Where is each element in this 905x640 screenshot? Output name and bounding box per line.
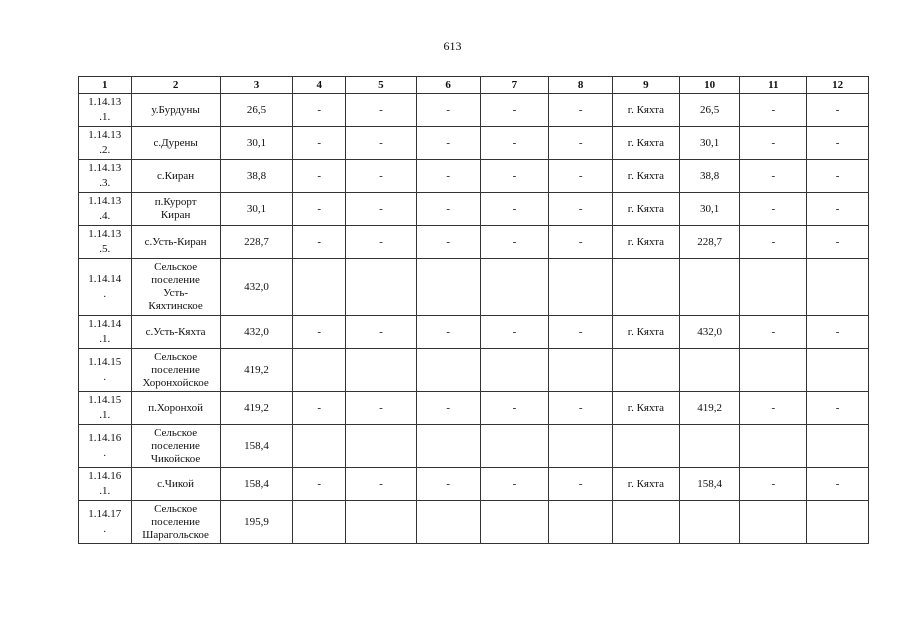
page-number: 613 [443,39,462,53]
table-cell: - [293,226,346,259]
table-cell: - [549,316,613,349]
table-cell: - [293,127,346,160]
table-cell: 1.14.13 .3. [79,160,132,193]
column-header: 9 [613,77,680,94]
table-cell: - [480,468,549,501]
table-cell: 30,1 [679,127,740,160]
table-row [79,316,869,349]
table-row [79,160,869,193]
table-row [79,501,869,544]
table-cell: - [416,392,480,425]
table-cell: Сельское поселение Хоронхойское [131,349,220,392]
column-header: 11 [740,77,807,94]
table-cell: г. Кяхта [613,226,680,259]
table-cell: 158,4 [220,468,293,501]
table-row [79,127,869,160]
table-cell [679,501,740,544]
table-cell [480,259,549,316]
table-cell [807,259,869,316]
table-cell [480,349,549,392]
table-cell [807,349,869,392]
table-cell: - [807,468,869,501]
header-row [79,77,869,94]
table-cell: 432,0 [220,316,293,349]
table-cell [416,259,480,316]
table-cell: - [740,127,807,160]
table-cell: - [346,468,417,501]
table-cell: - [549,127,613,160]
table-cell: у.Бурдуны [131,94,220,127]
table-cell: 432,0 [220,259,293,316]
table-cell: Сельское поселение Шарагольское [131,501,220,544]
table-cell: - [416,160,480,193]
table-cell: - [807,94,869,127]
table-cell: с.Киран [131,160,220,193]
table-cell: - [807,160,869,193]
table-cell: 30,1 [679,193,740,226]
table-cell: - [480,193,549,226]
table-cell: 1.14.16 .1. [79,468,132,501]
table-cell: п.Курорт Киран [131,193,220,226]
table-cell: г. Кяхта [613,127,680,160]
column-header: 6 [416,77,480,94]
table-cell [740,349,807,392]
table-cell: с.Чикой [131,468,220,501]
column-header: 5 [346,77,417,94]
table-cell: - [807,193,869,226]
table-cell: 195,9 [220,501,293,544]
table-cell [549,349,613,392]
table-cell: 30,1 [220,127,293,160]
table-cell: - [346,392,417,425]
table-cell: 1.14.13 .1. [79,94,132,127]
table-cell: - [346,193,417,226]
table-cell: - [740,94,807,127]
table-cell: 1.14.15 . [79,349,132,392]
table-cell: - [480,316,549,349]
table-cell: 1.14.13 .5. [79,226,132,259]
table-row [79,259,869,316]
table-cell: - [807,127,869,160]
table-cell: - [549,193,613,226]
table-cell [346,259,417,316]
table-cell [613,425,680,468]
table-cell: с.Усть-Киран [131,226,220,259]
column-header: 7 [480,77,549,94]
table-cell: 30,1 [220,193,293,226]
column-header: 4 [293,77,346,94]
table-cell: - [346,226,417,259]
table-cell: 419,2 [679,392,740,425]
column-header: 1 [79,77,132,94]
table-cell: - [480,160,549,193]
table-cell: - [740,392,807,425]
table-cell: 38,8 [220,160,293,193]
table-cell: - [346,316,417,349]
table-cell: Сельское поселение Чикойское [131,425,220,468]
table-cell [740,259,807,316]
table-cell: 1.14.13 .2. [79,127,132,160]
table-row [79,226,869,259]
table-cell: - [549,226,613,259]
table-cell: 26,5 [220,94,293,127]
table-cell: г. Кяхта [613,193,680,226]
table-cell: 1.14.16 . [79,425,132,468]
column-header: 10 [679,77,740,94]
table-cell [416,425,480,468]
table-body [79,94,869,544]
table-cell: г. Кяхта [613,160,680,193]
table-cell [293,425,346,468]
table-cell: - [807,392,869,425]
table-cell: - [740,226,807,259]
table-cell: 228,7 [220,226,293,259]
table-cell [346,425,417,468]
table-cell: 158,4 [679,468,740,501]
table-row [79,392,869,425]
table-cell: - [480,127,549,160]
column-header: 12 [807,77,869,94]
table-cell [346,501,417,544]
table-cell: - [740,468,807,501]
table-cell: 158,4 [220,425,293,468]
table-cell [293,259,346,316]
table-cell [346,349,417,392]
table-cell: - [740,316,807,349]
table-cell: - [549,392,613,425]
table-cell: - [293,392,346,425]
table-cell [740,501,807,544]
table-cell [613,259,680,316]
table-cell: с.Дурены [131,127,220,160]
table-cell: г. Кяхта [613,316,680,349]
table-cell [613,501,680,544]
table-cell: 1.14.14 . [79,259,132,316]
table-row [79,193,869,226]
table-cell [679,425,740,468]
table-cell: г. Кяхта [613,94,680,127]
column-header: 8 [549,77,613,94]
table-cell: 26,5 [679,94,740,127]
table-cell: - [416,193,480,226]
table-cell: - [346,127,417,160]
table-cell: - [807,316,869,349]
table-row [79,94,869,127]
table-cell [416,349,480,392]
table-cell: 1.14.13 .4. [79,193,132,226]
table-cell: - [293,193,346,226]
table-cell: - [807,226,869,259]
table-cell: Сельское поселение Усть- Кяхтинское [131,259,220,316]
table-row [79,425,869,468]
table-cell [613,349,680,392]
table-cell: г. Кяхта [613,468,680,501]
table-cell: - [480,392,549,425]
table-row [79,468,869,501]
table-cell: - [549,468,613,501]
table-cell: - [480,226,549,259]
table-cell: - [416,94,480,127]
column-header: 2 [131,77,220,94]
table-cell: 228,7 [679,226,740,259]
table-cell: п.Хоронхой [131,392,220,425]
table-cell [549,259,613,316]
table-cell: 1.14.14 .1. [79,316,132,349]
table-cell [807,501,869,544]
table-row [79,349,869,392]
table-cell: - [416,316,480,349]
table-cell: - [416,468,480,501]
data-table [78,76,869,544]
table-cell: - [740,160,807,193]
table-cell [679,349,740,392]
table-cell: 1.14.17 . [79,501,132,544]
table-cell: - [549,160,613,193]
table-cell: 419,2 [220,392,293,425]
table-cell [679,259,740,316]
table-cell [293,349,346,392]
table-cell: 432,0 [679,316,740,349]
table-cell [549,425,613,468]
table-cell: - [416,226,480,259]
table-cell: с.Усть-Кяхта [131,316,220,349]
table-cell: - [740,193,807,226]
table-cell: - [293,94,346,127]
table-cell: - [416,127,480,160]
table-cell: - [346,94,417,127]
table-cell: - [480,94,549,127]
table-cell: - [293,468,346,501]
table-cell [293,501,346,544]
table-cell: - [346,160,417,193]
table-cell: г. Кяхта [613,392,680,425]
table-cell: 419,2 [220,349,293,392]
table-cell [549,501,613,544]
table-cell: 1.14.15 .1. [79,392,132,425]
table-cell [480,425,549,468]
table-cell [807,425,869,468]
table-cell [480,501,549,544]
table-cell: - [293,316,346,349]
column-header: 3 [220,77,293,94]
table-cell [416,501,480,544]
table-cell: 38,8 [679,160,740,193]
table-cell: - [549,94,613,127]
table-cell [740,425,807,468]
table-cell: - [293,160,346,193]
